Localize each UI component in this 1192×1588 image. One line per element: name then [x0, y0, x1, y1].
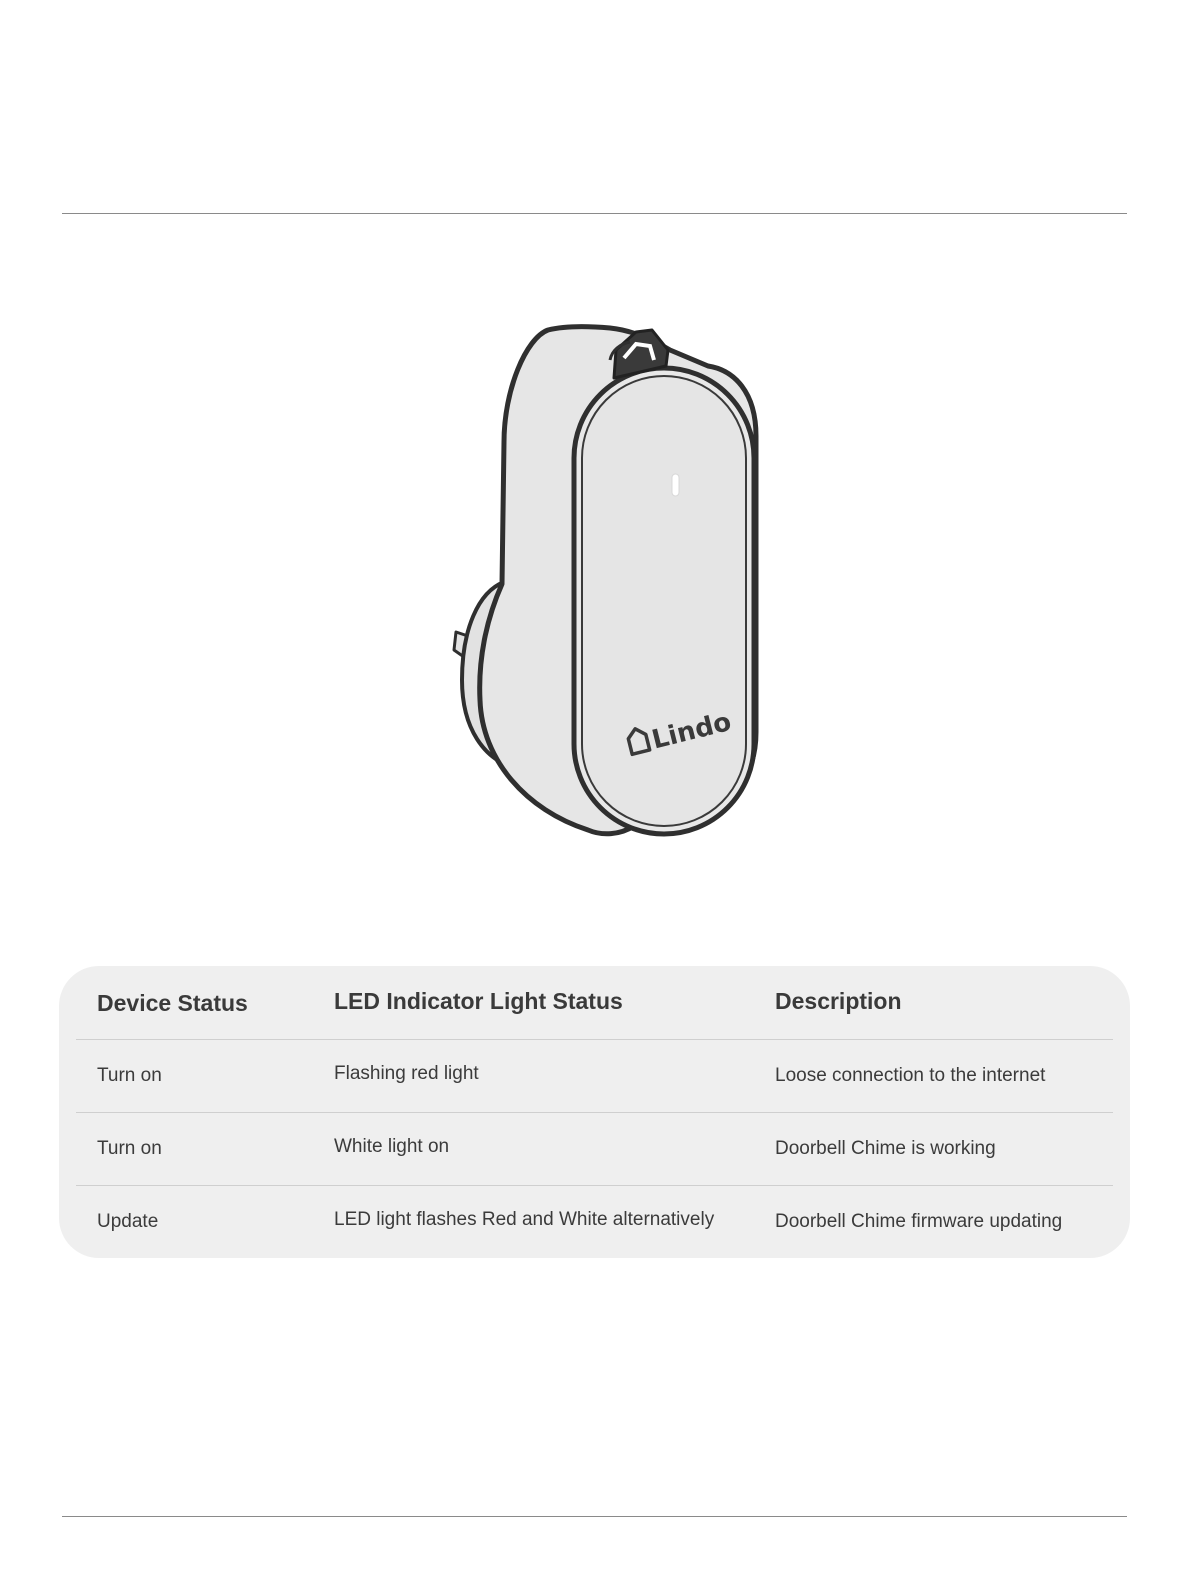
header-led-status: LED Indicator Light Status [334, 988, 623, 1014]
cell-device-status: Turn on [97, 1065, 162, 1086]
cell-device-status: Update [97, 1211, 159, 1232]
svg-text:Lindo: Lindo [648, 706, 735, 756]
top-divider [62, 213, 1127, 214]
cell-led-status: Flashing red light [334, 1063, 479, 1084]
header-description: Description [775, 988, 902, 1014]
table-header-row [76, 966, 1113, 1040]
cell-description: Doorbell Chime is working [775, 1138, 996, 1159]
cell-device-status: Turn on [97, 1138, 162, 1159]
bottom-divider [62, 1516, 1127, 1517]
doorbell-chime-illustration [440, 320, 780, 860]
led-status-table [59, 966, 1130, 1258]
header-device-status: Device Status [97, 990, 248, 1016]
cell-description: Loose connection to the internet [775, 1065, 1046, 1086]
table-row [76, 1113, 1113, 1186]
table-row [76, 1040, 1113, 1113]
cell-description: Doorbell Chime firmware updating [775, 1211, 1063, 1232]
table-row [76, 1186, 1113, 1258]
cell-led-status: White light on [334, 1136, 450, 1157]
cell-led-status: LED light flashes Red and White alternatively [334, 1209, 715, 1230]
